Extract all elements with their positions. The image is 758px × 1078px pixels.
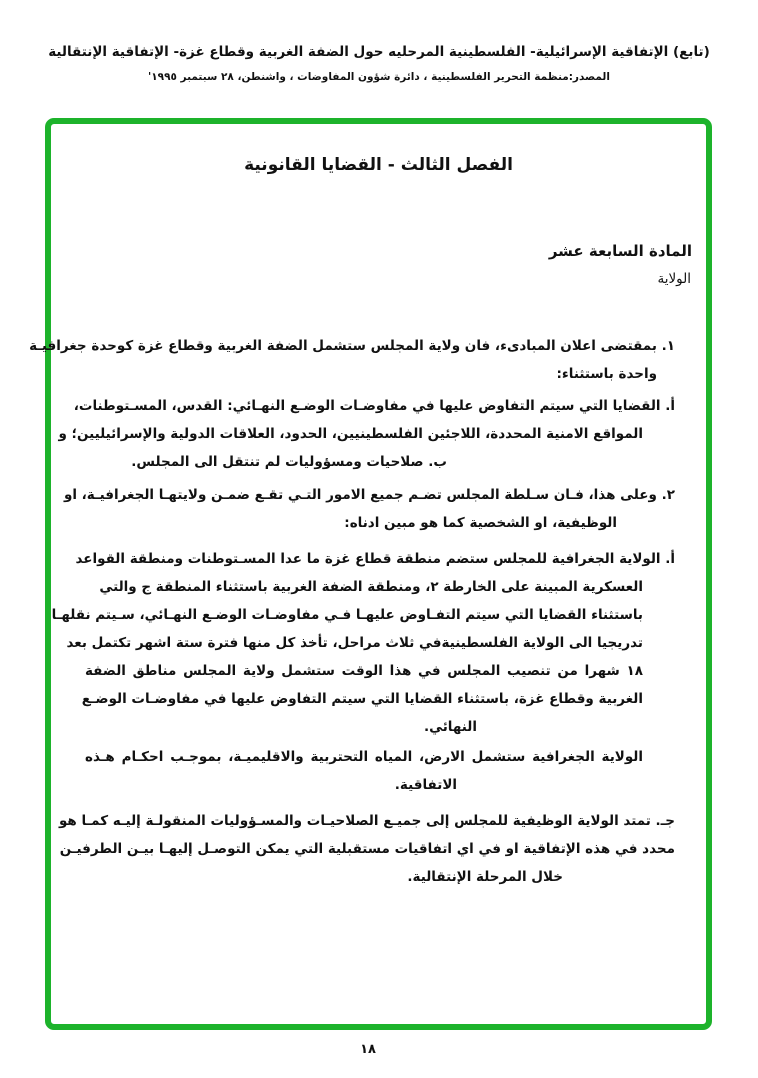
document-header-source: المصدر:منظمة التحرير الفلسطينية ، دائرة شؤون المفاوضات ، واشنطن، ٢٨ سبتمبر ١٩٩٥' [148, 71, 610, 83]
text-line-19: خلال المرحلة الإنتقالية. [407, 869, 563, 885]
article-body [29, 332, 675, 891]
text-line-7: الوظيفية، او الشخصية كما هو مبين ادناه: [344, 515, 617, 531]
text-line-15: الولاية الجغرافية ستشمل الارض، المياه التحتربية والاقليميـة، بموجـب احكـام هـذه [85, 749, 643, 765]
text-line-9: العسكرية المبينة على الخارطة ٢، ومنطقة الضفة الغربية باستثناء المنطقة ج والتي [99, 579, 643, 595]
text-line-4: المواقع الامنية المحددة، اللاجئين الفلسطينيين، الحدود، العلاقات الدولية والإسرائيليين؛ و [58, 426, 643, 442]
text-line-14: النهائي. [423, 719, 477, 735]
article-subheading: الولاية [657, 271, 691, 287]
document-header-title: (تابع) الإتفاقية الإسرائيلية- الفلسطينية المرحليه حول الضفة الغربية وقطاع غزة- الإتفاقية الإنتقالية [48, 44, 710, 60]
text-line-11: تدريجيا الى الولاية الفلسطينيةفي ثلاث مراحل، تأخذ كل منها فترة ستة اشهر تكتمل بعد [66, 635, 643, 651]
text-line-1: ١. بمقتضى اعلان المبادىء، فان ولاية المجلس ستشمل الضفة الغربية وقطاع غزة كوحدة جغرافيـة [29, 338, 675, 354]
text-line-16: الاتفاقية. [394, 777, 457, 793]
text-line-18: محدد في هذه الإتفاقية او في اي اتفاقيات مستقبلية التي يمكن التوصـل إليهـا بيـن الطرفيـن [59, 841, 675, 857]
chapter-title: الفصل الثالث - القضايا القانونية [244, 155, 513, 175]
text-line-5: ب. صلاحيات ومسؤوليات لم تنتقل الى المجلس. [131, 454, 447, 470]
text-line-8: أ. الولاية الجغرافية للمجلس ستضم منطقة قطاع غزة ما عدا المسـتوطنات ومنطقة القواعد [75, 551, 675, 567]
text-line-2: واحدة باستثناء: [556, 366, 657, 382]
text-line-3: أ. القضايا التي سيتم التفاوض عليها في مفاوضـات الوضـع النهـائي: القدس، المسـتوطنات، [73, 398, 675, 414]
text-line-13: الغربية وقطاع غزة، باستثناء القضايا التي سيتم التفاوض عليها في مفاوضـات الوضـع [81, 691, 643, 707]
text-line-10: باستثناء القضايا التي سيتم التفـاوض عليهـا فـي مفاوضـات الوضـع النهـائي، سـيتم نقلهـا [51, 607, 643, 623]
text-line-17: جـ. تمتد الولاية الوظيفية للمجلس إلى جميـع الصلاحيـات والمسـؤوليات المنقولـة إليـه كمـا هو [58, 813, 675, 829]
text-line-6: ٢. وعلى هذا، فـان سـلطة المجلس تضـم جميع الامور التـي تقـع ضمـن ولايتهـا الجغرافيـة، او [63, 487, 675, 503]
text-line-12: ١٨ شهرا من تنصيب المجلس في هذا الوقت ستشمل ولاية المجلس مناطق الضفة [85, 663, 643, 679]
article-heading: المادة السابعة عشر [548, 242, 692, 260]
page-number: ١٨ [360, 1042, 376, 1057]
